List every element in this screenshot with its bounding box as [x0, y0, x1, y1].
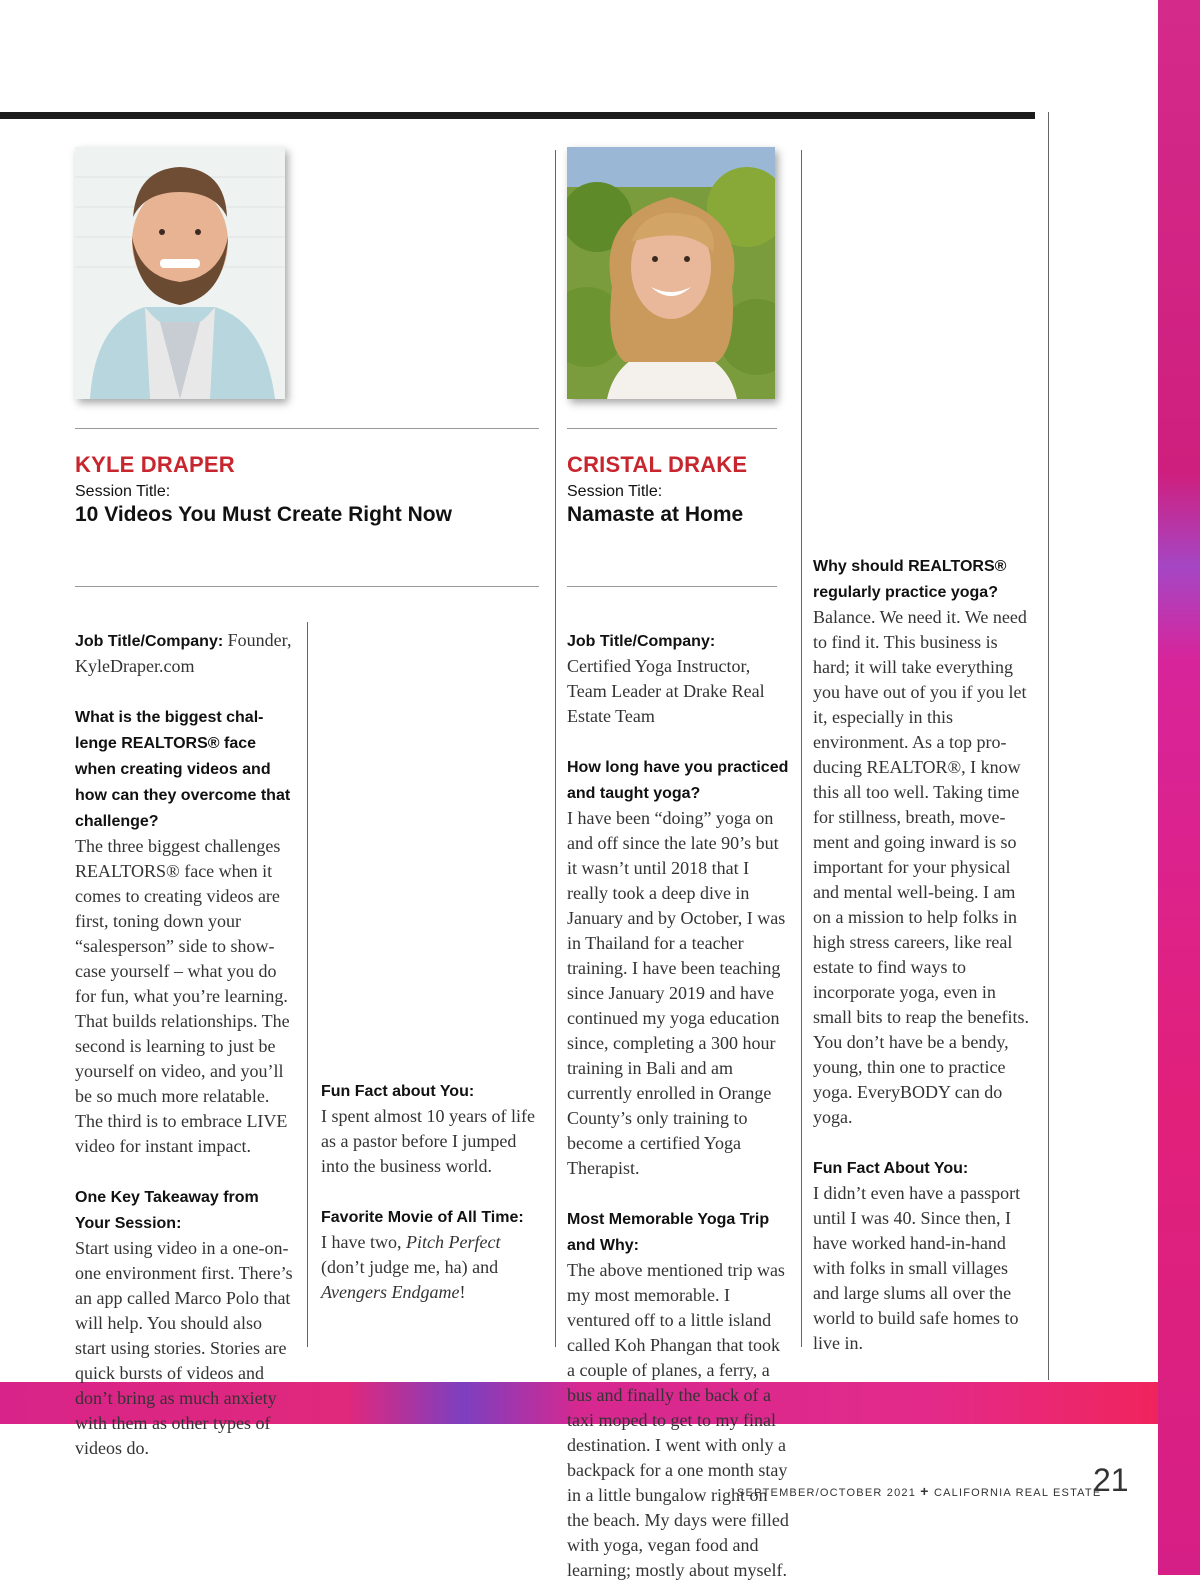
answer: Start using video in a one-on-one environment first. There’s an app called Marco Polo that will help. You should also start using stories. Stories are quick bursts of videos and don’t bring as much anxiety with them as other types of videos do. — [75, 1238, 293, 1458]
answer: Certified Yoga Instructor, Team Leader at Drake Real Estate Team — [567, 656, 765, 726]
column-divider — [307, 622, 308, 1347]
question: Job Title/Company: — [567, 633, 716, 650]
session-label: Session Title: — [75, 483, 171, 500]
section-rule — [567, 586, 777, 587]
kyle-column-2 — [321, 1078, 541, 1305]
question: Fun Fact about You: — [321, 1083, 475, 1100]
section-rule — [75, 428, 539, 429]
speaker-name: KYLE DRAPER — [75, 452, 235, 477]
question: Job Title/Company: — [75, 633, 224, 650]
answer: I have two, — [321, 1232, 406, 1252]
cristal-drake-photo — [567, 147, 775, 399]
movie-title: Pitch Perfect — [405, 1232, 501, 1252]
session-label: Session Title: — [567, 483, 663, 500]
question: One Key Takeaway from Your Session: — [75, 1189, 259, 1232]
question: Most Memorable Yoga Trip and Why: — [567, 1211, 770, 1254]
issue-date: SEPTEMBER/OCTOBER 2021 — [737, 1487, 917, 1499]
cristal-column-1 — [567, 628, 789, 1583]
answer: I spent almost 10 years of life as a pastor before I jumped into the business world. — [321, 1106, 535, 1176]
question: Why should REALTORS® regularly practice yoga? — [813, 558, 1007, 601]
footer-folio — [737, 1483, 1101, 1499]
publication-name: CALIFORNIA REAL ESTATE — [933, 1487, 1102, 1499]
magenta-side-band — [1158, 0, 1200, 1575]
column-divider — [801, 150, 802, 1347]
kyle-draper-photo — [75, 147, 285, 399]
answer: I didn’t even have a passport until I was 40. Since then, I have worked hand-in-hand with folks in small villages and large slums all over the world to build safe homes to live in. — [813, 1183, 1021, 1353]
question: Fun Fact About You: — [813, 1160, 969, 1177]
answer: The above mentioned trip was my most memorable. I ventured off to a little island called Koh Phangan that took a couple of planes, a ferry, a bus and finally the back of a taxi moped to get to my final destination. I went with only a backpack for a one month stay in a little bungalow right on the beach. My days were filled with yoga, vegan food and learning; mostly about myself. — [567, 1260, 789, 1580]
question: What is the biggest challenge REALTORS® face when creating videos and how can they overcome that challenge? — [75, 709, 291, 830]
session-title: 10 Videos You Must Create Right Now — [75, 503, 452, 526]
question: Favorite Movie of All Time: — [321, 1209, 524, 1226]
column-divider — [555, 150, 556, 1347]
answer: (don’t judge me, ha) and — [321, 1257, 499, 1277]
plus-separator: + — [920, 1483, 930, 1499]
movie-title: Avengers Endgame — [321, 1282, 460, 1302]
answer: Founder, KyleDraper.com — [75, 630, 292, 676]
question: How long have you practiced and taught yoga? — [567, 759, 789, 802]
page-edge-rule — [1048, 112, 1049, 1380]
answer: Balance. We need it. We need to find it. This business is hard; it will take everything you have out of you if you let it, especially in this environment. As a top producing REALTOR®, I know this all too well. Taking time for stillness, breath, movement and going inward is so important for your physical and mental well-being. I am on a mission to help folks in high stress careers, like real estate to find ways to incorporate yoga, even in small bits to reap the benefits. You don’t have be a bendy, young, thin one to practice yoga. EveryBODY can do yoga. — [813, 607, 1029, 1127]
section-rule — [567, 428, 777, 429]
answer: I have been “doing” yoga on and off since the late 90’s but it wasn’t until 2018 that I really took a deep dive in January and by October, I was in Thailand for a teacher training. I have been teaching since January 2019 and have continued my yoga education since, completing a 300 hour training in Bali and am currently enrolled in Orange County’s only training to become a certified Yoga Therapist. — [567, 808, 786, 1178]
kyle-column-1 — [75, 628, 295, 1461]
session-title: Namaste at Home — [567, 503, 744, 526]
answer: ! — [459, 1282, 466, 1302]
cristal-column-2 — [813, 553, 1035, 1356]
section-rule — [75, 586, 539, 587]
speaker-name: CRISTAL DRAKE — [567, 452, 748, 477]
answer: The three biggest challenges REALTORS® face when it comes to creating videos are first, toning down your “salesperson” side to showcase yourself – what you do for fun, what you’re learning. That builds relationships. The second is learning to just be yourself on video, and you’ll be so much more relatable. The third is to embrace LIVE video for instant impact. — [75, 836, 290, 1156]
top-rule — [0, 112, 1035, 119]
page-number: 21 — [1093, 1462, 1129, 1498]
